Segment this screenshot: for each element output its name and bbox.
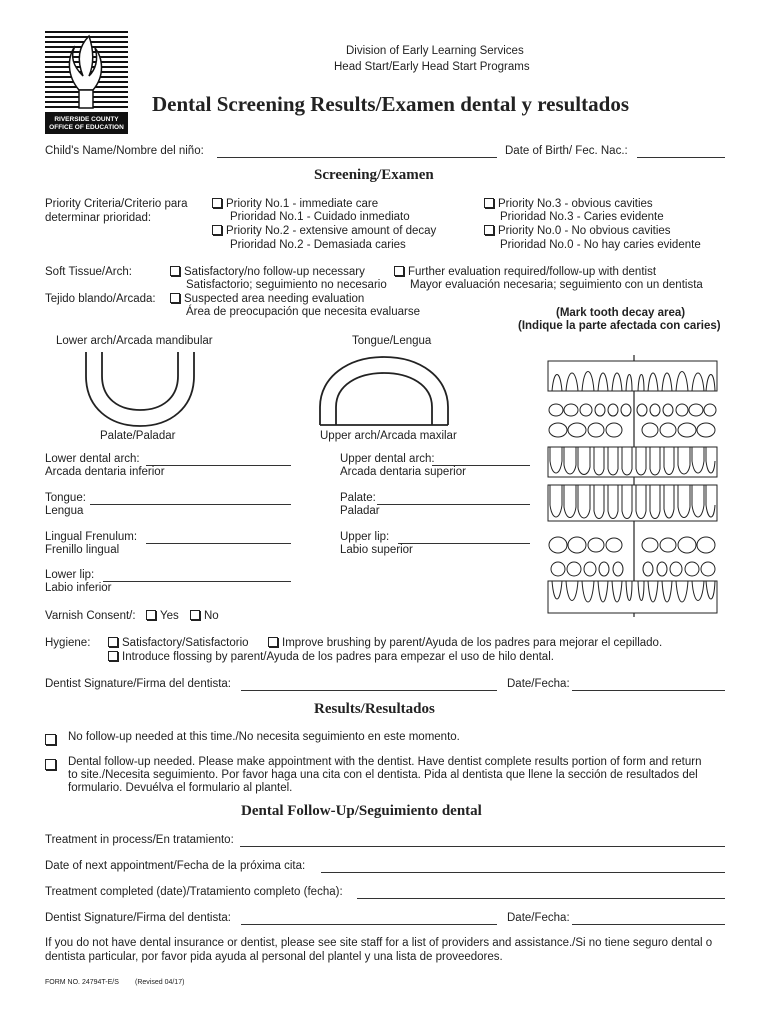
screening-signature-label: Dentist Signature/Firma del dentista: — [45, 678, 232, 690]
child-name-field[interactable] — [217, 157, 497, 158]
varnish-yes-checkbox[interactable] — [146, 610, 156, 620]
upper-lip-label: Upper lip: — [340, 531, 390, 543]
priority-2-option[interactable]: Priority No.2 - extensive amount of decay — [212, 225, 436, 237]
varnish-consent-label: Varnish Consent/: — [45, 610, 136, 622]
followup-signature-label: Dentist Signature/Firma del dentista: — [45, 912, 232, 924]
treatment-field[interactable] — [240, 846, 725, 847]
treatment-label: Treatment in process/En tratamiento: — [45, 834, 234, 846]
priority-2-checkbox[interactable] — [212, 225, 222, 235]
palate-label: Palate: — [340, 492, 376, 504]
screening-date-label: Date/Fecha: — [507, 678, 570, 690]
priority-1-checkbox[interactable] — [212, 198, 222, 208]
varnish-no-option[interactable]: No — [190, 610, 219, 622]
screening-signature-field[interactable] — [241, 690, 497, 691]
page-title: Dental Screening Results/Examen dental y resultados — [152, 92, 629, 116]
tongue-field[interactable] — [90, 504, 291, 505]
varnish-no-checkbox[interactable] — [190, 610, 200, 620]
tooth-chart-diagram[interactable] — [546, 355, 719, 617]
priority-2-es: Prioridad No.2 - Demasiada caries — [230, 239, 406, 251]
followup-date-field[interactable] — [572, 924, 725, 925]
upper-arch-diagram[interactable] — [316, 355, 452, 427]
upper-lip-field[interactable] — [398, 543, 530, 544]
tongue-label: Tongue: — [45, 492, 86, 504]
org-line-2: Head Start/Early Head Start Programs — [334, 61, 530, 73]
child-name-label: Child's Name/Nombre del niño: — [45, 145, 204, 157]
soft-tissue-label: Soft Tissue/Arch: — [45, 266, 132, 278]
logo-text-2: OFFICE OF EDUCATION — [49, 124, 124, 131]
hygiene-floss-option[interactable]: Introduce flossing by parent/Ayuda de los padres para empezar el uso de hilo dental. — [108, 651, 554, 663]
followup-date-label: Date/Fecha: — [507, 912, 570, 924]
satisfactory-checkbox[interactable] — [170, 266, 180, 276]
suspected-area-checkbox[interactable] — [170, 293, 180, 303]
tongue-caption: Tongue/Lengua — [352, 335, 432, 347]
followup-signature-field[interactable] — [241, 924, 497, 925]
treatment-completed-label: Treatment completed (date)/Tratamiento completo (fecha): — [45, 886, 343, 898]
palate-caption: Palate/Paladar — [100, 430, 176, 442]
tongue-es: Lengua — [45, 505, 84, 517]
next-appointment-field[interactable] — [321, 872, 725, 873]
soft-tissue-label-es: Tejido blando/Arcada: — [45, 293, 156, 305]
lower-dental-arch-es: Arcada dentaria inferior — [45, 466, 165, 478]
priority-3-option[interactable]: Priority No.3 - obvious cavities — [484, 198, 653, 210]
followup-heading: Dental Follow-Up/Seguimiento dental — [241, 803, 482, 819]
lower-lip-label: Lower lip: — [45, 569, 95, 581]
priority-label-1: Priority Criteria/Criterio para — [45, 198, 188, 210]
logo-text-1: RIVERSIDE COUNTY — [54, 116, 119, 123]
frenulum-label: Lingual Frenulum: — [45, 531, 138, 543]
frenulum-es: Frenillo lingual — [45, 544, 120, 556]
varnish-yes-option[interactable]: Yes — [146, 610, 179, 622]
upper-lip-es: Labio superior — [340, 544, 413, 556]
hygiene-label: Hygiene: — [45, 637, 91, 649]
priority-0-option[interactable]: Priority No.0 - No obvious cavities — [484, 225, 671, 237]
lower-arch-caption: Lower arch/Arcada mandibular — [56, 335, 213, 347]
further-evaluation-checkbox[interactable] — [394, 266, 404, 276]
hygiene-floss-checkbox[interactable] — [108, 651, 118, 661]
priority-0-es: Prioridad No.0 - No hay caries evidente — [500, 239, 701, 251]
treatment-completed-field[interactable] — [357, 898, 725, 899]
follow-up-text-2: to site./Necesita seguimiento. Por favor haga una cita con el dentista. Pida al dentista que llene la sección de resultados del — [68, 769, 698, 781]
lower-arch-diagram[interactable] — [80, 352, 200, 428]
riverside-county-logo — [45, 28, 128, 134]
revised-date: (Revised 04/17) — [135, 979, 185, 986]
priority-3-checkbox[interactable] — [484, 198, 494, 208]
follow-up-text-3: formulario. Devuélva el formulario al plantel. — [68, 782, 293, 794]
priority-0-checkbox[interactable] — [484, 225, 494, 235]
hygiene-satisfactory-checkbox[interactable] — [108, 637, 118, 647]
mark-decay-label-es: (Indique la parte afectada con caries) — [518, 320, 721, 332]
hygiene-improve-checkbox[interactable] — [268, 637, 278, 647]
upper-dental-arch-es: Arcada dentaria superior — [340, 466, 466, 478]
lower-lip-field[interactable] — [103, 581, 291, 582]
mark-decay-label: (Mark tooth decay area) — [556, 307, 686, 319]
satisfactory-es: Satisfactorio; seguimiento no necesario — [186, 279, 387, 291]
next-appointment-label: Date of next appointment/Fecha de la próxima cita: — [45, 860, 306, 872]
hygiene-improve-option[interactable]: Improve brushing by parent/Ayuda de los padres para mejorar el cepillado. — [268, 637, 662, 649]
frenulum-field[interactable] — [146, 543, 291, 544]
further-evaluation-es: Mayor evaluación necesaria; seguimiento con un dentista — [410, 279, 703, 291]
upper-arch-caption: Upper arch/Arcada maxilar — [320, 430, 457, 442]
suspected-area-es: Área de preocupación que necesita evaluarse — [186, 306, 420, 318]
insurance-note-1: If you do not have dental insurance or dentist, please see site staff for a list of providers and assistance./Si no tiene seguro dental o — [45, 937, 713, 949]
screening-date-field[interactable] — [572, 690, 725, 691]
dob-label: Date of Birth/ Fec. Nac.: — [505, 145, 628, 157]
form-number: FORM NO. 24794T-E/S — [45, 979, 119, 986]
lower-lip-es: Labio inferior — [45, 582, 112, 594]
priority-1-option[interactable]: Priority No.1 - immediate care — [212, 198, 378, 210]
priority-label-2: determinar prioridad: — [45, 212, 152, 224]
priority-3-es: Prioridad No.3 - Caries evidente — [500, 211, 664, 223]
lower-dental-arch-label: Lower dental arch: — [45, 453, 140, 465]
palate-field[interactable] — [377, 504, 530, 505]
palate-es: Paladar — [340, 505, 380, 517]
no-follow-up-text: No follow-up needed at this time./No necesita seguimiento en este momento. — [68, 731, 460, 743]
hygiene-satisfactory-option[interactable]: Satisfactory/Satisfactorio — [108, 637, 249, 649]
follow-up-needed-checkbox[interactable] — [45, 759, 56, 770]
satisfactory-option[interactable]: Satisfactory/no follow-up necessary — [170, 266, 365, 278]
follow-up-text-1: Dental follow-up needed. Please make appointment with the dentist. Have dentist complete results portion of form and return — [68, 756, 702, 768]
results-heading: Results/Resultados — [314, 701, 435, 717]
further-evaluation-option[interactable]: Further evaluation required/follow-up with dentist — [394, 266, 656, 278]
upper-dental-arch-label: Upper dental arch: — [340, 453, 435, 465]
suspected-area-option[interactable]: Suspected area needing evaluation — [170, 293, 364, 305]
priority-1-es: Prioridad No.1 - Cuidado inmediato — [230, 211, 410, 223]
dob-field[interactable] — [637, 157, 725, 158]
no-follow-up-checkbox[interactable] — [45, 734, 56, 745]
lower-dental-arch-field[interactable] — [146, 465, 291, 466]
insurance-note-2: dentista particular, por favor pida ayuda al personal del plantel y una lista de proveedores. — [45, 951, 503, 963]
screening-heading: Screening/Examen — [314, 167, 434, 183]
org-line-1: Division of Early Learning Services — [346, 45, 524, 57]
